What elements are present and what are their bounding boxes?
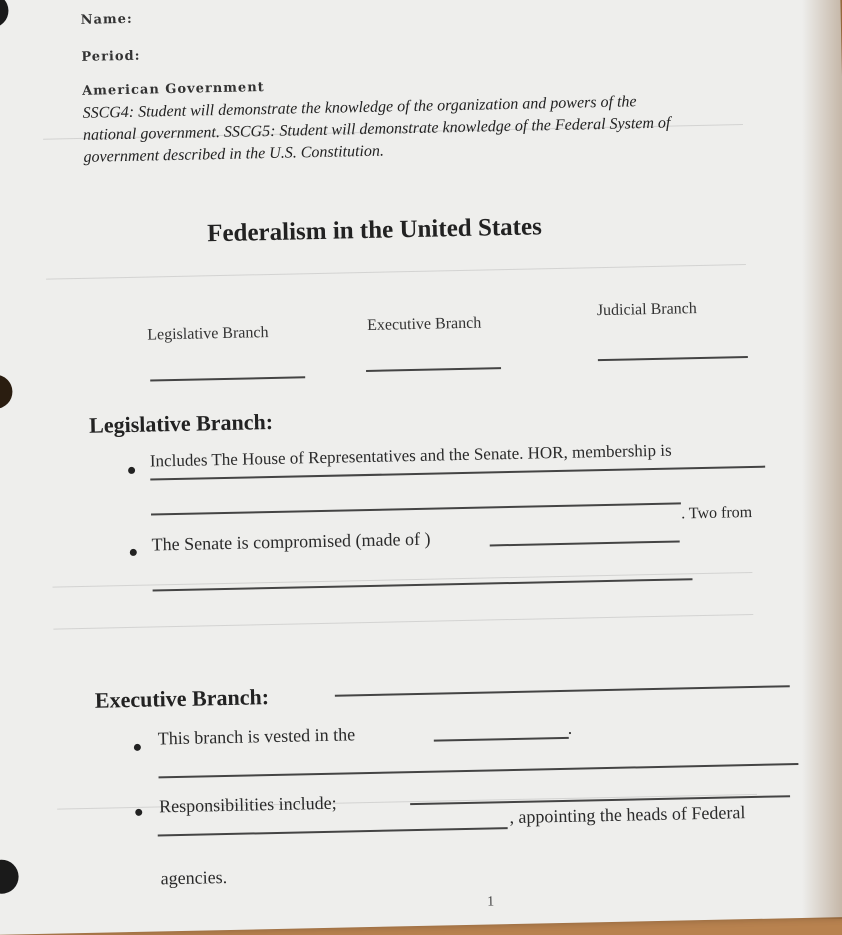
bullet	[130, 549, 137, 556]
executive-branch-label: Executive Branch	[366, 314, 482, 334]
page-title: Federalism in the United States	[206, 213, 543, 248]
executive-bullet-2-end: agencies.	[160, 867, 228, 889]
answer-line	[151, 502, 681, 515]
executive-bullet-1-end: .	[567, 717, 573, 738]
answer-line	[490, 540, 680, 545]
page-edge-shadow	[802, 0, 842, 919]
executive-bullet-2-cont: , appointing the heads of Federal	[509, 802, 746, 828]
binder-hole	[0, 374, 13, 409]
legislative-bullet-2: The Senate is compromised (made of )	[151, 528, 431, 555]
answer-line	[158, 827, 508, 836]
legislative-heading: Legislative Branch:	[88, 408, 274, 438]
legislative-bullet-1: Includes The House of Representatives and the Senate. HOR, membership is	[149, 440, 672, 471]
binder-hole	[0, 0, 9, 28]
executive-heading: Executive Branch:	[94, 684, 270, 713]
page-number: 1	[487, 894, 495, 910]
judicial-branch-label: Judicial Branch	[596, 300, 697, 320]
legislative-branch-label: Legislative Branch	[147, 324, 269, 344]
ruled-line	[46, 264, 746, 280]
name-label: Name:	[80, 11, 133, 28]
answer-line	[153, 578, 693, 591]
answer-line	[335, 685, 790, 696]
bullet	[135, 809, 142, 816]
judicial-blank	[598, 356, 748, 361]
bullet	[128, 467, 135, 474]
answer-line	[434, 737, 569, 741]
bullet	[134, 744, 141, 751]
legislative-bullet-2-end: . Two from	[680, 503, 753, 523]
answer-line	[159, 763, 799, 778]
executive-blank	[366, 367, 501, 371]
binder-hole	[0, 859, 19, 894]
executive-bullet-2: Responsibilities include;	[158, 792, 337, 817]
standards-text: SSCG4: Student will demonstrate the knowledge of the organization and powers of the national government. SSCG5: Student will demonstrate knowledge of the Federal System of government described in the U.S. Constitution.	[82, 93, 671, 166]
course-label: American Government	[81, 80, 265, 99]
ruled-line	[53, 614, 753, 630]
period-label: Period:	[81, 48, 141, 65]
legislative-blank	[150, 376, 305, 381]
executive-bullet-1: This branch is vested in the	[157, 724, 356, 749]
